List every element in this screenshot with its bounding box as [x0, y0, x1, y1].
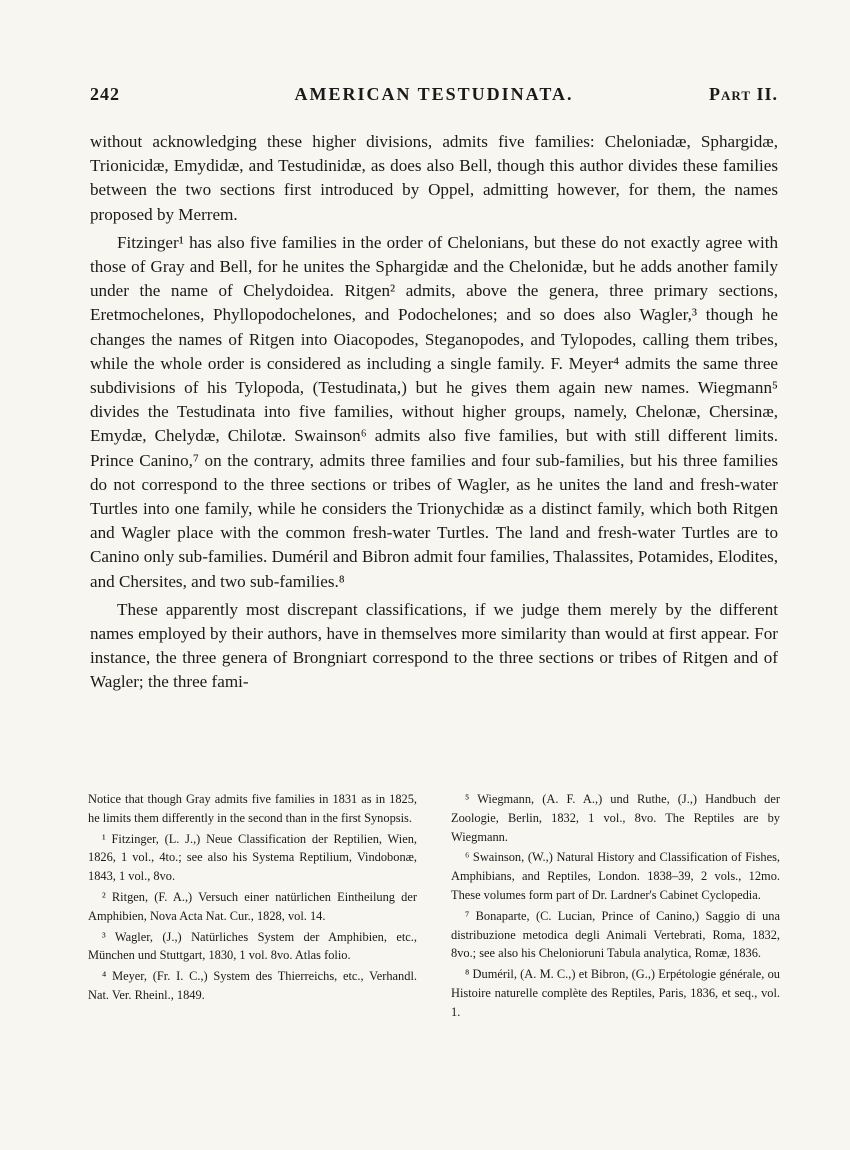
footnote: ² Ritgen, (F. A.,) Versuch einer natürlichen Eintheilung der Amphibien, Nova Acta Nat. Cur., 1828, vol. 14. [88, 889, 417, 923]
footnote: Notice that though Gray admits five families in 1831 as in 1825, he limits them differently in the second than in the first Synopsis. [88, 792, 417, 825]
paragraph: These apparently most discrepant classifications, if we judge them merely by the different names employed by their authors, have in themselves more similarity than would at first appear. For instance, the three genera of Brongniart correspond to the three sections or tribes of Ritgen and of Wagler; the three fami- [90, 599, 778, 692]
footnote: ⁷ Bonaparte, (C. Lucian, Prince of Canino,) Saggio di una distribuzione metodica degli Animali Vertebrati, Roma, 1832, 8vo.; see also his Chelonioruni Tabula analytica, Romæ, 1836. [451, 908, 780, 961]
footnote: ⁴ Meyer, (Fr. I. C.,) System des Thierreichs, etc., Verhandl. Nat. Ver. Rheinl., 1849. [88, 969, 417, 1002]
footnotes-right-column [451, 790, 780, 1024]
main-text [90, 130, 778, 695]
running-header [90, 84, 778, 110]
footnote: ¹ Fitzinger, (L. J.,) Neue Classification der Reptilien, Wien, 1826, 1 vol., 4to.; see also his Systema Reptilium, Vindobonæ, 1843, 1 vol., 8vo. [88, 831, 417, 884]
paragraph: Fitzinger¹ has also five families in the order of Chelonians, but these do not exactly agree with those of Gray and Bell, for he unites the Sphargidæ and the Chelonidæ, but he adds another family under the name of Chelydoidea. Ritgen² admits, above the genera, three primary sections, Eretmochelones, Phyllopodochelones, and Podochelones; and so does also Wagler,³ though he changes the names of Ritgen into Oiacopodes, Steganopodes, and Tylopodes, calling them tribes, while the whole order is considered as including a single family. F. Meyer⁴ admits the same three subdivisions of his Tylopoda, (Testudinata,) but he gives them again new names. Wiegmann⁵ divides the Testudinata into five families, without higher groups, namely, Chelonæ, Chersinæ, Emydæ, Chelydæ, Chilotæ. Swainson⁶ admits also five families, but with still different limits. Prince Canino,⁷ on the contrary, admits three families and four sub-families, but his three families do not correspond to the three sections or tribes of Wagler, as he unites the land and fresh-water Turtles into one family, while he considers the Trionychidæ as a distinct family, which both Ritgen and Wagler place with the common fresh-water Turtles. The land and fresh-water Turtles are to Canino only sub-families. Duméril and Bibron admit four families, Thalassites, Potamides, Elodites, and Chersites, and two sub-families.⁸ [90, 232, 778, 591]
footnote: ⁵ Wiegmann, (A. F. A.,) und Ruthe, (J.,) Handbuch der Zoologie, Berlin, 1832, 1 vol., 8vo. The Reptiles are by Wiegmann. [451, 792, 780, 844]
page-number: 242 [90, 84, 120, 104]
footnote: ³ Wagler, (J.,) Natürliches System der Amphibien, etc., München und Stuttgart, 1830, 1 vol. 8vo. Atlas folio. [88, 929, 417, 963]
part-label: Part II. [709, 84, 778, 104]
running-title: AMERICAN TESTUDINATA. [294, 84, 574, 104]
footnote: ⁸ Duméril, (A. M. C.,) et Bibron, (G.,) Erpétologie générale, ou Histoire naturelle complète des Reptiles, Paris, 1836, et seq., vol. 1. [451, 967, 780, 1019]
footnote: ⁶ Swainson, (W.,) Natural History and Classification of Fishes, Amphibians, and Reptiles, London. 1838–39, 2 vols., 12mo. These volumes form part of Dr. Lardner's Cabinet Cyclopedia. [451, 850, 780, 902]
paragraph: without acknowledging these higher divisions, admits five families: Cheloniadæ, Sphargidæ, Trionicidæ, Emydidæ, and Testudinidæ, as does also Bell, though this author divides these families between the two sections first introduced by Oppel, admitting however, for them, the names proposed by Merrem. [90, 132, 778, 224]
footnotes-left-column [88, 790, 417, 1024]
footnotes [88, 790, 780, 1024]
